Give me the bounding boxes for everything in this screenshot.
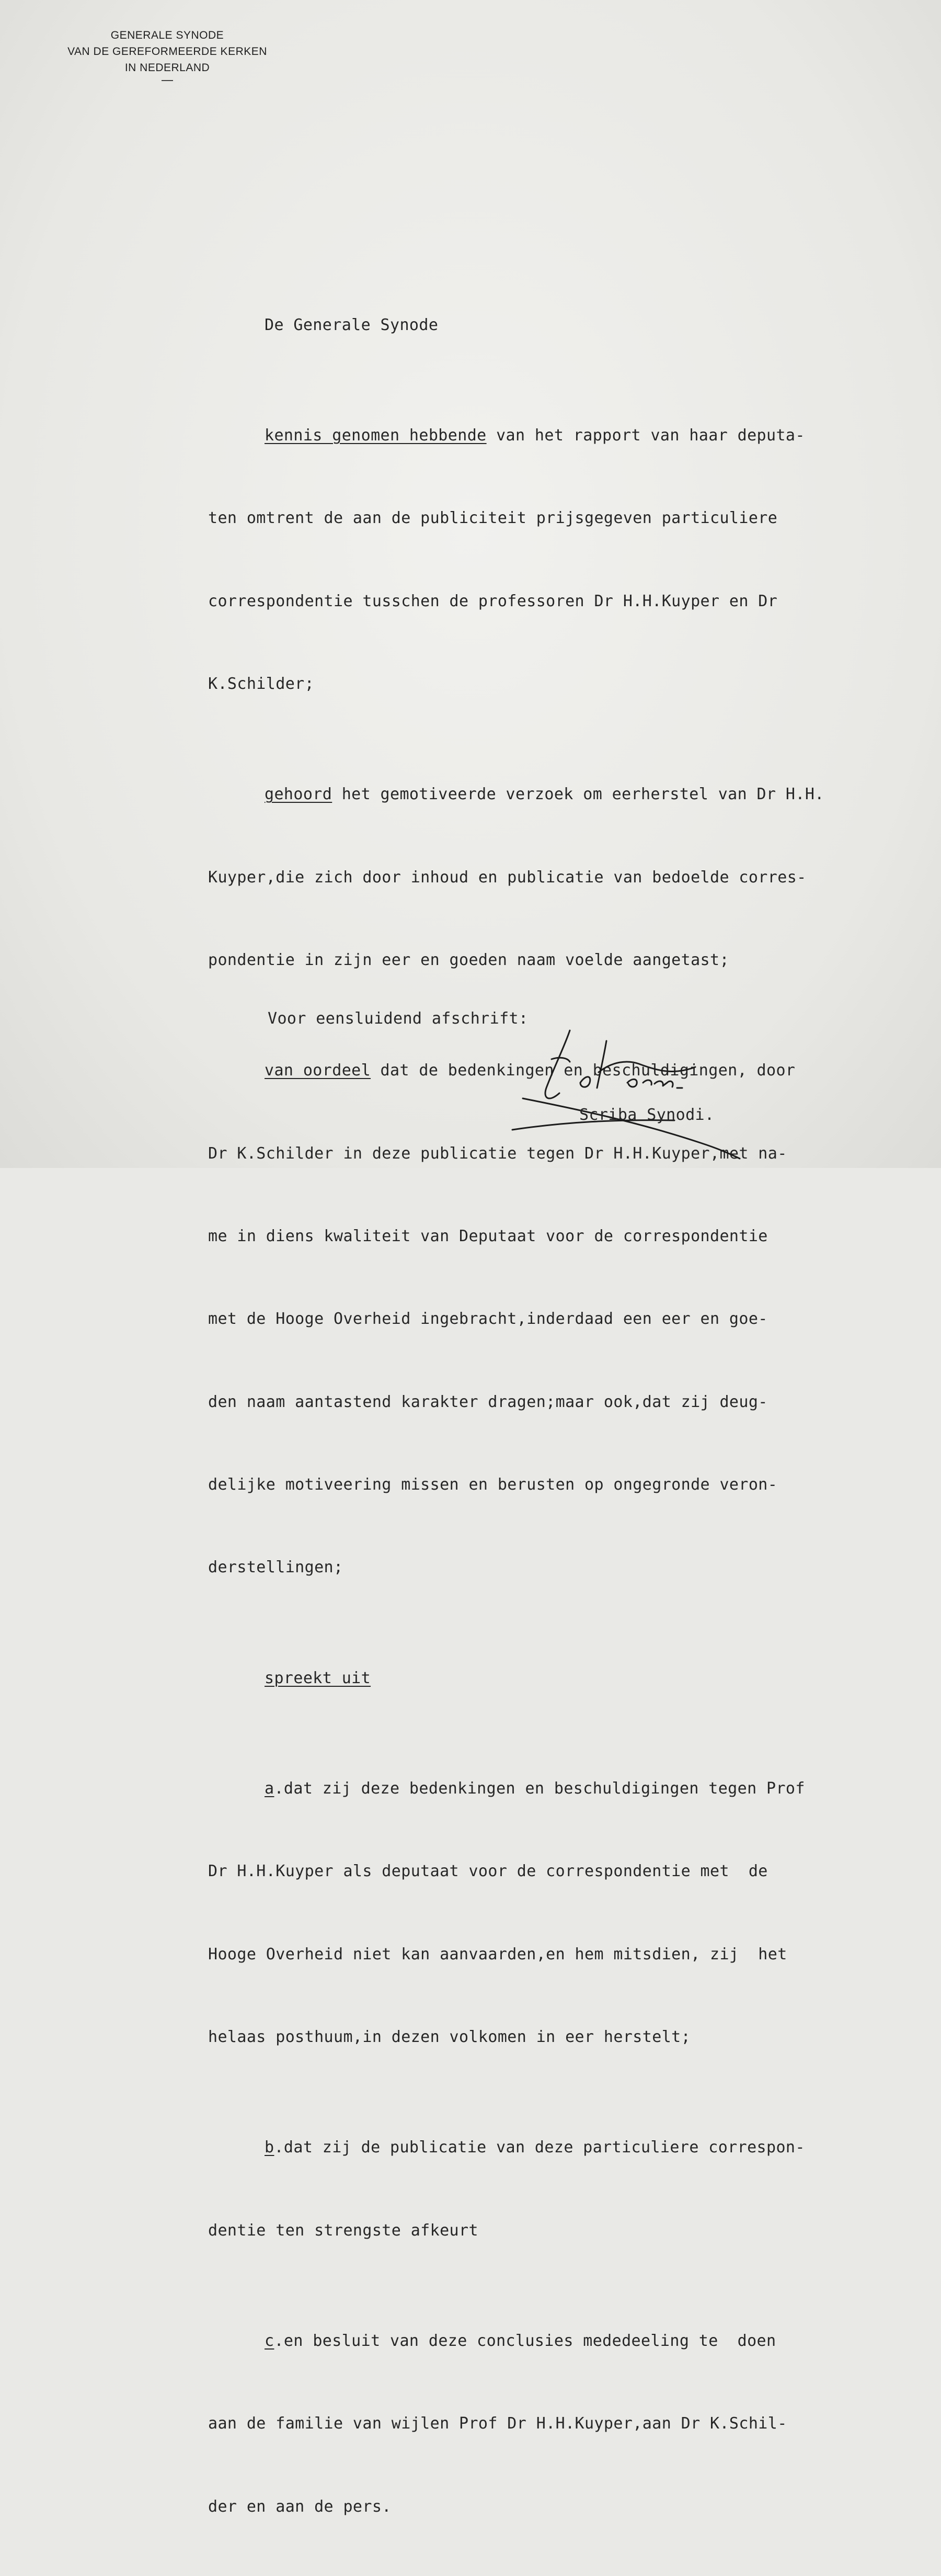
paragraph-3-line-7: derstellingen;	[208, 1558, 343, 1577]
letterhead	[42, 27, 293, 81]
item-a-line-4: helaas posthuum,in dezen volkomen in eer herstelt;	[208, 2028, 691, 2046]
item-c-line-2: aan de familie van wijlen Prof Dr H.H.Kuyper,aan Dr K.Schil-	[208, 2414, 787, 2433]
item-a-text: .dat zij deze bedenkingen en beschuldigingen tegen Prof	[274, 1779, 805, 1798]
paragraph-3-line-5: den naam aantastend karakter dragen;maar ook,dat zij deug-	[208, 1392, 768, 1411]
keyword-spreekt-uit: spreekt uit	[265, 1669, 371, 1687]
paragraph-1-line-3: correspondentie tusschen de professoren Dr H.H.Kuyper en Dr	[208, 592, 778, 610]
signature-icon	[502, 1009, 795, 1161]
decision-text	[208, 256, 909, 2576]
letterhead-rule	[162, 80, 173, 81]
paragraph-2-line-2: Kuyper,die zich door inhoud en publicatie van bedoelde corres-	[208, 868, 807, 887]
paragraph-1-line-1	[208, 422, 909, 450]
item-c-line-1	[208, 2328, 909, 2355]
item-b-marker: b	[265, 2138, 274, 2157]
keyword-gehoord: gehoord	[265, 785, 332, 804]
item-b-line-2: dentie ten strengste afkeurt	[208, 2221, 478, 2240]
letterhead-line-2: VAN DE GEREFORMEERDE KERKEN	[67, 46, 267, 58]
item-c-marker: c	[265, 2331, 274, 2350]
opening-line: De Generale Synode	[265, 315, 439, 334]
paragraph-3-line-6: delijke motiveering missen en berusten op ongegronde veron-	[208, 1476, 778, 1494]
paragraph-2-line-3: pondentie in zijn eer en goeden naam voelde aangetast;	[208, 950, 729, 969]
paragraph-3-line-2: Dr K.Schilder in deze publicatie tegen Dr H.H.Kuyper,met na-	[208, 1144, 787, 1163]
item-b-line-1	[208, 2134, 909, 2162]
paragraph-3-line-4: met de Hooge Overheid ingebracht,inderdaad een eer en goe-	[208, 1310, 768, 1329]
scriba-title: Scriba Synodi.	[579, 1106, 715, 1124]
paragraph-4-line-1	[208, 1665, 909, 1693]
item-a-marker: a	[265, 1779, 274, 1798]
letterhead-line-1: GENERALE SYNODE	[110, 29, 224, 41]
keyword-van-oordeel: van oordeel	[265, 1061, 371, 1080]
item-c-line-3: der en aan de pers.	[208, 2497, 392, 2516]
item-a-line-3: Hooge Overheid niet kan aanvaarden,en hem mitsdien, zij het	[208, 1945, 787, 1964]
paragraph-1-line-2: ten omtrent de aan de publiciteit prijsgegeven particuliere	[208, 509, 778, 528]
paragraph-3-text: dat de bedenkingen en beschuldigingen, door	[371, 1061, 796, 1080]
paragraph-2-text: het gemotiveerde verzoek om eerherstel van Dr H.H.	[332, 785, 824, 804]
paragraph-1-text: van het rapport van haar deputa-	[486, 426, 805, 445]
paragraph-2-line-1	[208, 781, 909, 809]
paragraph-3-line-3: me in diens kwaliteit van Deputaat voor de correspondentie	[208, 1227, 768, 1245]
keyword-kennis-genomen: kennis genomen hebbende	[265, 426, 487, 445]
item-c-text: .en besluit van deze conclusies mededeeling te doen	[274, 2331, 776, 2350]
item-b-text: .dat zij de publicatie van deze particuliere correspon-	[274, 2138, 805, 2157]
item-a-line-1	[208, 1775, 909, 1803]
letterhead-line-3: IN NEDERLAND	[124, 62, 210, 74]
item-a-line-2: Dr H.H.Kuyper als deputaat voor de correspondentie met de	[208, 1862, 768, 1881]
attestation-line: Voor eensluidend afschrift:	[268, 1009, 529, 1028]
paragraph-1-line-4: K.Schilder;	[208, 674, 315, 693]
